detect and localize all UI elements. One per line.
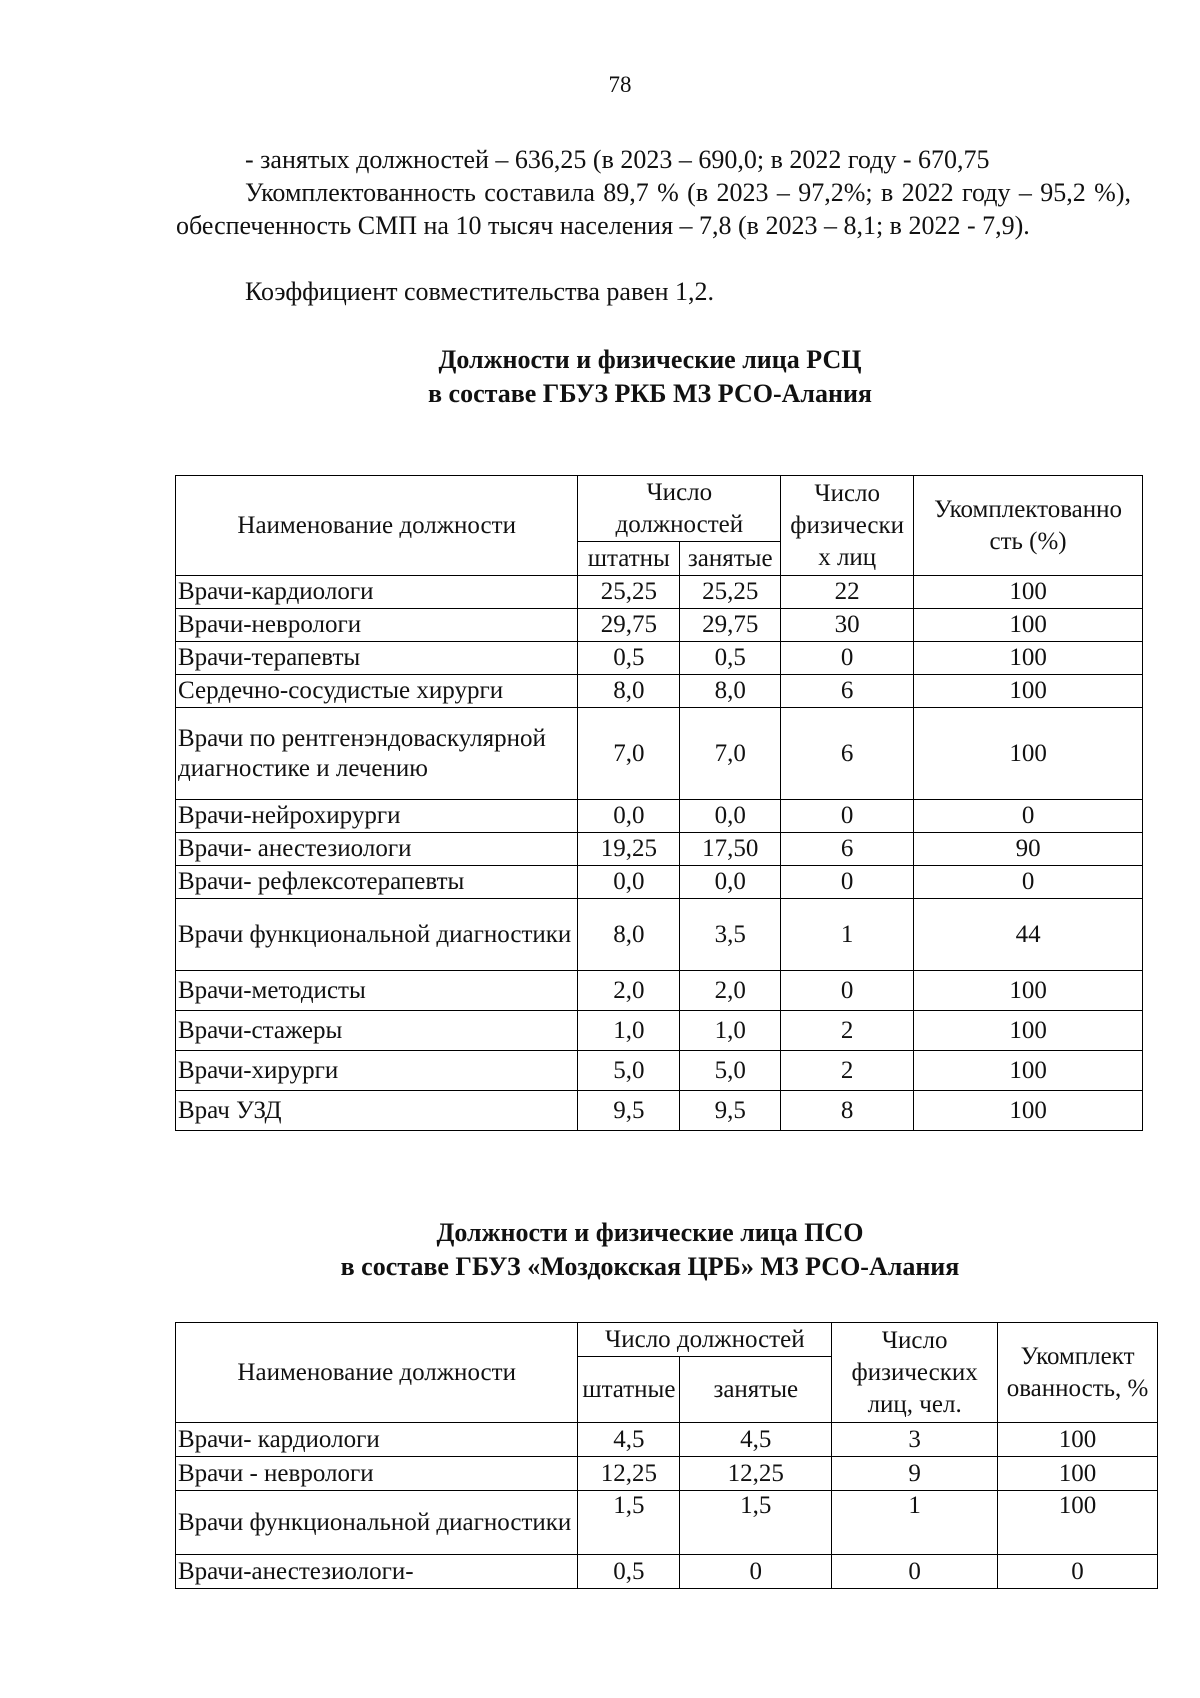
occupied-positions: 7,0 <box>680 708 781 800</box>
staffing-percent: 100 <box>914 1051 1143 1091</box>
occupied-positions: 0,0 <box>680 866 781 899</box>
table1-title-line2: в составе ГБУЗ РКБ МЗ РСО-Алания <box>427 379 872 408</box>
persons-count: 22 <box>781 576 914 609</box>
staff-positions: 5,0 <box>578 1051 680 1091</box>
position-name: Врачи по рентгенэндоваскулярной диагностике и лечению <box>176 708 578 800</box>
staff-positions: 1,5 <box>578 1491 680 1555</box>
staffing-percent: 0 <box>914 800 1143 833</box>
persons-count: 6 <box>781 833 914 866</box>
table-row <box>176 1555 1158 1589</box>
table-row <box>176 576 1143 609</box>
staffing-percent: 100 <box>998 1423 1158 1457</box>
occupied-positions: 0,0 <box>680 800 781 833</box>
header-position-name: Наименование должности <box>176 1323 578 1423</box>
header-persons-count: Число физически х лиц <box>781 476 914 576</box>
persons-count: 2 <box>781 1011 914 1051</box>
occupied-positions: 25,25 <box>680 576 781 609</box>
occupied-positions: 9,5 <box>680 1091 781 1131</box>
occupied-positions: 2,0 <box>680 971 781 1011</box>
staffing-percent: 100 <box>914 576 1143 609</box>
occupied-positions: 0,5 <box>680 642 781 675</box>
persons-count: 0 <box>781 971 914 1011</box>
position-name: Врачи-терапевты <box>176 642 578 675</box>
pso-positions-table <box>175 1322 1158 1589</box>
persons-count: 6 <box>781 675 914 708</box>
staffing-percent: 44 <box>914 899 1143 971</box>
staffing-percent: 100 <box>914 971 1143 1011</box>
rsc-positions-table <box>175 475 1143 1131</box>
header-staff: штатные <box>578 1357 680 1423</box>
occupied-positions-line: - занятых должностей – 636,25 (в 2023 – 690,0; в 2022 году - 670,75 <box>245 145 990 174</box>
staffing-percent: 100 <box>914 708 1143 800</box>
table-row <box>176 609 1143 642</box>
header-staffing-percent: Укомплект ованность, % <box>998 1323 1158 1423</box>
position-name: Врачи функциональной диагностики <box>176 899 578 971</box>
position-name: Врачи-хирурги <box>176 1051 578 1091</box>
persons-count: 2 <box>781 1051 914 1091</box>
table-row <box>176 800 1143 833</box>
staff-positions: 12,25 <box>578 1457 680 1491</box>
position-name: Врачи функциональной диагностики <box>176 1491 578 1555</box>
position-name: Врачи-нейрохирурги <box>176 800 578 833</box>
position-name: Врачи- анестезиологи <box>176 833 578 866</box>
header-staff: штатны <box>578 542 680 576</box>
table2-title <box>0 1216 1200 1284</box>
staff-positions: 0,5 <box>578 1555 680 1589</box>
persons-count: 9 <box>832 1457 998 1491</box>
staffing-percent: 100 <box>914 609 1143 642</box>
table-row <box>176 1051 1143 1091</box>
position-name: Врачи - неврологи <box>176 1457 578 1491</box>
staff-positions: 0,0 <box>578 800 680 833</box>
staffing-percent: 100 <box>914 1011 1143 1051</box>
staff-positions: 4,5 <box>578 1423 680 1457</box>
position-name: Врачи- рефлексотерапевты <box>176 866 578 899</box>
table-row <box>176 642 1143 675</box>
staff-positions: 1,0 <box>578 1011 680 1051</box>
staff-positions: 8,0 <box>578 899 680 971</box>
persons-count: 6 <box>781 708 914 800</box>
staffing-percent: 100 <box>914 642 1143 675</box>
table-row <box>176 675 1143 708</box>
table-row <box>176 1491 1158 1555</box>
persons-count: 3 <box>832 1423 998 1457</box>
staff-positions: 0,5 <box>578 642 680 675</box>
header-occupied: занятые <box>680 1357 832 1423</box>
header-positions-count: Число должностей <box>578 1323 832 1357</box>
occupied-positions: 29,75 <box>680 609 781 642</box>
occupied-positions: 1,5 <box>680 1491 832 1555</box>
staff-positions: 25,25 <box>578 576 680 609</box>
persons-count: 0 <box>781 642 914 675</box>
staffing-percent: 100 <box>914 675 1143 708</box>
table-row <box>176 833 1143 866</box>
header-persons-count: Число физических лиц, чел. <box>832 1323 998 1423</box>
occupied-positions: 8,0 <box>680 675 781 708</box>
table-row <box>176 1091 1143 1131</box>
staffing-percent: 100 <box>998 1457 1158 1491</box>
staff-positions: 2,0 <box>578 971 680 1011</box>
persons-count: 1 <box>781 899 914 971</box>
staff-positions: 0,0 <box>578 866 680 899</box>
occupied-positions: 3,5 <box>680 899 781 971</box>
page-number: 78 <box>608 72 632 97</box>
persons-count: 0 <box>832 1555 998 1589</box>
occupied-positions: 1,0 <box>680 1011 781 1051</box>
staffing-percent: 0 <box>998 1555 1158 1589</box>
staffing-percent: 0 <box>914 866 1143 899</box>
coefficient-line: Коэффициент совместительства равен 1,2. <box>245 277 715 306</box>
occupied-positions: 4,5 <box>680 1423 832 1457</box>
staffing-percent: 90 <box>914 833 1143 866</box>
occupied-positions: 17,50 <box>680 833 781 866</box>
position-name: Врачи- кардиологи <box>176 1423 578 1457</box>
staff-positions: 8,0 <box>578 675 680 708</box>
staffing-percent: 100 <box>998 1491 1158 1555</box>
staff-positions: 9,5 <box>578 1091 680 1131</box>
position-name: Врачи-кардиологи <box>176 576 578 609</box>
header-position-name: Наименование должности <box>176 476 578 576</box>
staffing-percent: 100 <box>914 1091 1143 1131</box>
header-staffing-percent: Укомплектованно сть (%) <box>914 476 1143 576</box>
staff-positions: 19,25 <box>578 833 680 866</box>
staff-positions: 29,75 <box>578 609 680 642</box>
header-occupied: занятые <box>680 542 781 576</box>
table-row <box>176 899 1143 971</box>
staff-positions: 7,0 <box>578 708 680 800</box>
table1-title-line1: Должности и физические лица РСЦ <box>438 345 862 374</box>
persons-count: 0 <box>781 800 914 833</box>
header-positions-count: Число должностей <box>578 476 781 542</box>
table2-title-line1: Должности и физические лица ПСО <box>436 1218 864 1247</box>
persons-count: 0 <box>781 866 914 899</box>
position-name: Врачи-методисты <box>176 971 578 1011</box>
position-name: Врачи-неврологи <box>176 609 578 642</box>
table1-title <box>0 343 1200 411</box>
position-name: Сердечно-сосудистые хирурги <box>176 675 578 708</box>
table-row <box>176 1423 1158 1457</box>
position-name: Врач УЗД <box>176 1091 578 1131</box>
occupied-positions: 12,25 <box>680 1457 832 1491</box>
position-name: Врачи-стажеры <box>176 1011 578 1051</box>
table-row <box>176 866 1143 899</box>
persons-count: 8 <box>781 1091 914 1131</box>
persons-count: 1 <box>832 1491 998 1555</box>
staffing-paragraph: Укомплектованность составила 89,7 % (в 2023 – 97,2%; в 2022 году – 95,2 %), обеспеченность СМП на 10 тысяч населения – 7,8 (в 2023 – 8,1; в 2022 - 7,9). <box>176 178 1131 240</box>
persons-count: 30 <box>781 609 914 642</box>
table-row <box>176 1011 1143 1051</box>
table-row <box>176 971 1143 1011</box>
table2-title-line2: в составе ГБУЗ «Моздокская ЦРБ» МЗ РСО-Алания <box>340 1252 960 1281</box>
position-name: Врачи-анестезиологи- <box>176 1555 578 1589</box>
occupied-positions: 0 <box>680 1555 832 1589</box>
table-row <box>176 708 1143 800</box>
table-row <box>176 1457 1158 1491</box>
occupied-positions: 5,0 <box>680 1051 781 1091</box>
